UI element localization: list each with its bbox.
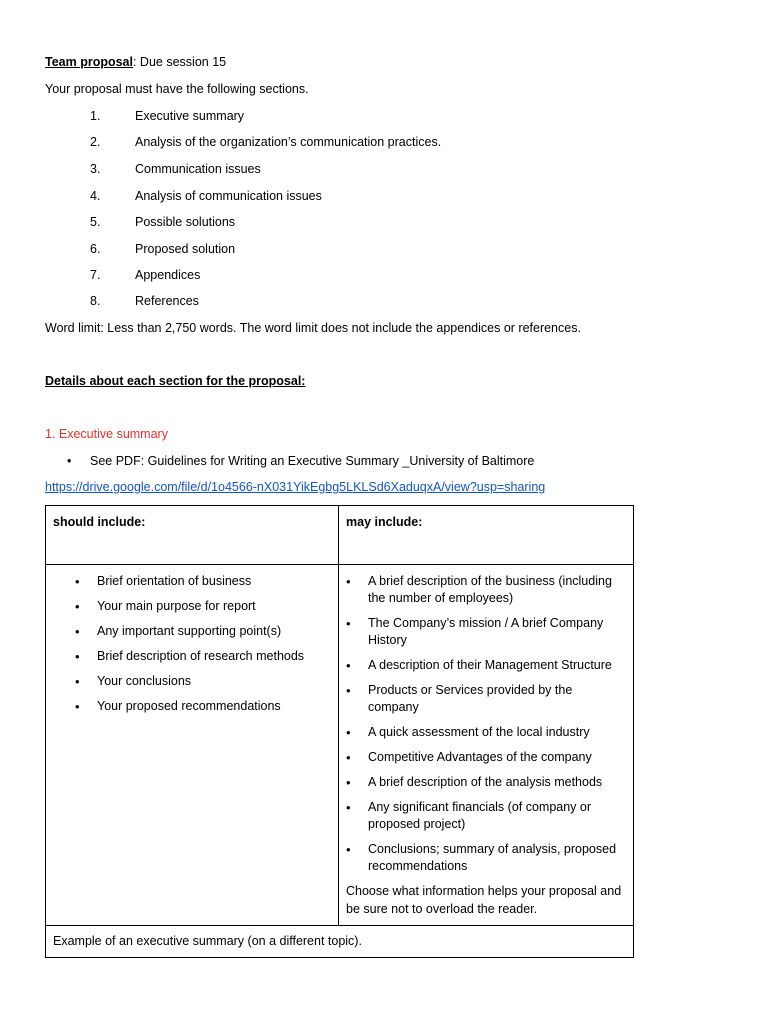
list-item: • Any significant financials (of company or proposed project) [339,799,633,833]
section-label: Proposed solution [135,242,236,256]
list-item: • Your main purpose for report [46,598,338,615]
should-include-header: should include: [46,506,339,565]
section-label: Analysis of communication issues [135,189,322,203]
list-item: • Products or Services provided by the company [339,682,633,716]
list-item: • Your proposed recommendations [46,698,338,715]
section-number: 2. [90,135,101,149]
may-include-list [339,573,633,875]
section-number: 3. [90,162,101,176]
list-item: • The Company’s mission / A brief Company History [339,615,633,649]
table-body-row [46,565,634,926]
drive-link[interactable]: https://drive.google.com/file/d/1o4566-nX031YikEgbg5LKLSd6XaduqxA/view?usp=sharing [45,480,546,494]
table-footer-row [46,926,634,958]
team-proposal-label: Team proposal [45,55,133,69]
list-item: • A brief description of the analysis methods [339,774,633,791]
word-limit: Word limit: Less than 2,750 words. The word limit does not include the appendices or references. [45,321,581,335]
table-header-row [46,506,634,565]
due-session-text: : Due session 15 [132,55,227,69]
team-proposal-line [45,55,226,69]
sections-intro: Your proposal must have the following sections. [45,82,309,96]
section-label: Executive summary [135,109,245,123]
details-heading: Details about each section for the proposal: [45,374,306,388]
section-label: Appendices [135,268,201,282]
executive-summary-table [45,505,634,958]
bullet-icon: • [67,454,72,468]
list-item: • Your conclusions [46,673,338,690]
list-item: • Brief description of research methods [46,648,338,665]
list-item: • A description of their Management Structure [339,657,633,674]
example-note: Example of an executive summary (on a different topic). [46,926,634,958]
executive-summary-heading: 1. Executive summary [45,427,168,441]
choose-note: Choose what information helps your proposal and be sure not to overload the reader. [346,884,622,916]
list-item: • Any important supporting point(s) [46,623,338,640]
section-number: 7. [90,268,101,282]
should-include-list [46,573,338,715]
section-label: Analysis of the organization’s communication practices. [135,135,442,149]
exec-bullet-text: See PDF: Guidelines for Writing an Executive Summary _University of Baltimore [90,454,535,468]
should-include-cell [46,565,339,926]
section-number: 6. [90,242,101,256]
section-number: 1. [90,109,101,123]
list-item: • Competitive Advantages of the company [339,749,633,766]
section-number: 4. [90,189,101,203]
section-number: 5. [90,215,101,229]
section-label: Communication issues [135,162,261,176]
section-number: 8. [90,294,101,308]
list-item: • Conclusions; summary of analysis, proposed recommendations [339,841,633,875]
list-item: • A quick assessment of the local industry [339,724,633,741]
may-include-cell [339,565,634,926]
list-item: • A brief description of the business (including the number of employees) [339,573,633,607]
section-label: Possible solutions [135,215,236,229]
list-item: • Brief orientation of business [46,573,338,590]
section-label: References [135,294,199,308]
may-include-header: may include: [339,506,634,565]
